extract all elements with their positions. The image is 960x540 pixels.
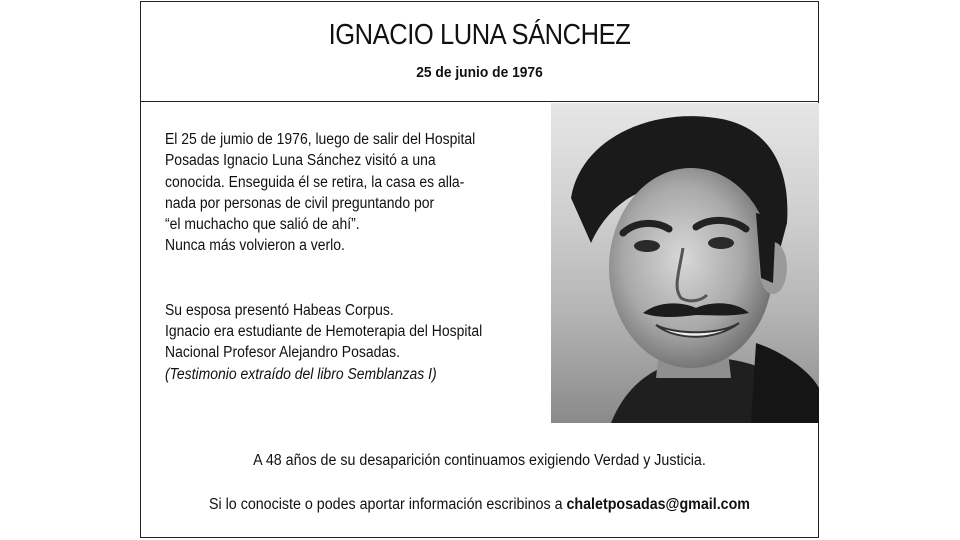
- paragraph-gap: [165, 257, 498, 300]
- left-eye: [634, 240, 660, 252]
- portrait-illustration: [551, 103, 819, 423]
- disappearance-date: 25 de junio de 1976: [416, 64, 543, 81]
- right-eye: [708, 237, 734, 249]
- testimony-line: El 25 de jumio de 1976, luego de salir del Hospital: [165, 131, 476, 148]
- memorial-card: [140, 1, 819, 538]
- testimony-line: Nacional Profesor Alejandro Posadas.: [165, 344, 400, 362]
- testimony-line: Posadas Ignacio Luna Sánchez visitó a una: [165, 152, 436, 170]
- contact-prefix: Si lo conociste o podes aportar información escribinos a: [208, 496, 567, 513]
- testimony-line: conocida. Enseguida él se retira, la casa es alla-: [165, 173, 465, 191]
- testimony-line: nada por personas de civil preguntando por: [165, 194, 435, 212]
- testimony-line: Ignacio era estudiante de Hemoterapia del Hospital: [165, 323, 483, 341]
- face-shape: [609, 168, 773, 368]
- source-note: (Testimonio extraído del libro Semblanzas I): [165, 365, 437, 383]
- testimony-line: Su esposa presentó Habeas Corpus.: [165, 301, 394, 319]
- card-header: [141, 2, 818, 102]
- shoulder-right: [751, 343, 819, 423]
- portrait-photo: [551, 103, 819, 423]
- testimony-line: “el muchacho que salió de ahí”.: [165, 216, 360, 234]
- remembrance-line: A 48 años de su desaparición continuamos exigiendo Verdad y Justicia.: [253, 452, 706, 469]
- testimony-line: Nunca más volvieron a verlo.: [165, 237, 345, 255]
- contact-email: chaletposadas@gmail.com: [566, 496, 750, 513]
- contact-line: [168, 496, 791, 514]
- page-title: IGNACIO LUNA SÁNCHEZ: [328, 19, 631, 51]
- testimony-text: [165, 129, 498, 385]
